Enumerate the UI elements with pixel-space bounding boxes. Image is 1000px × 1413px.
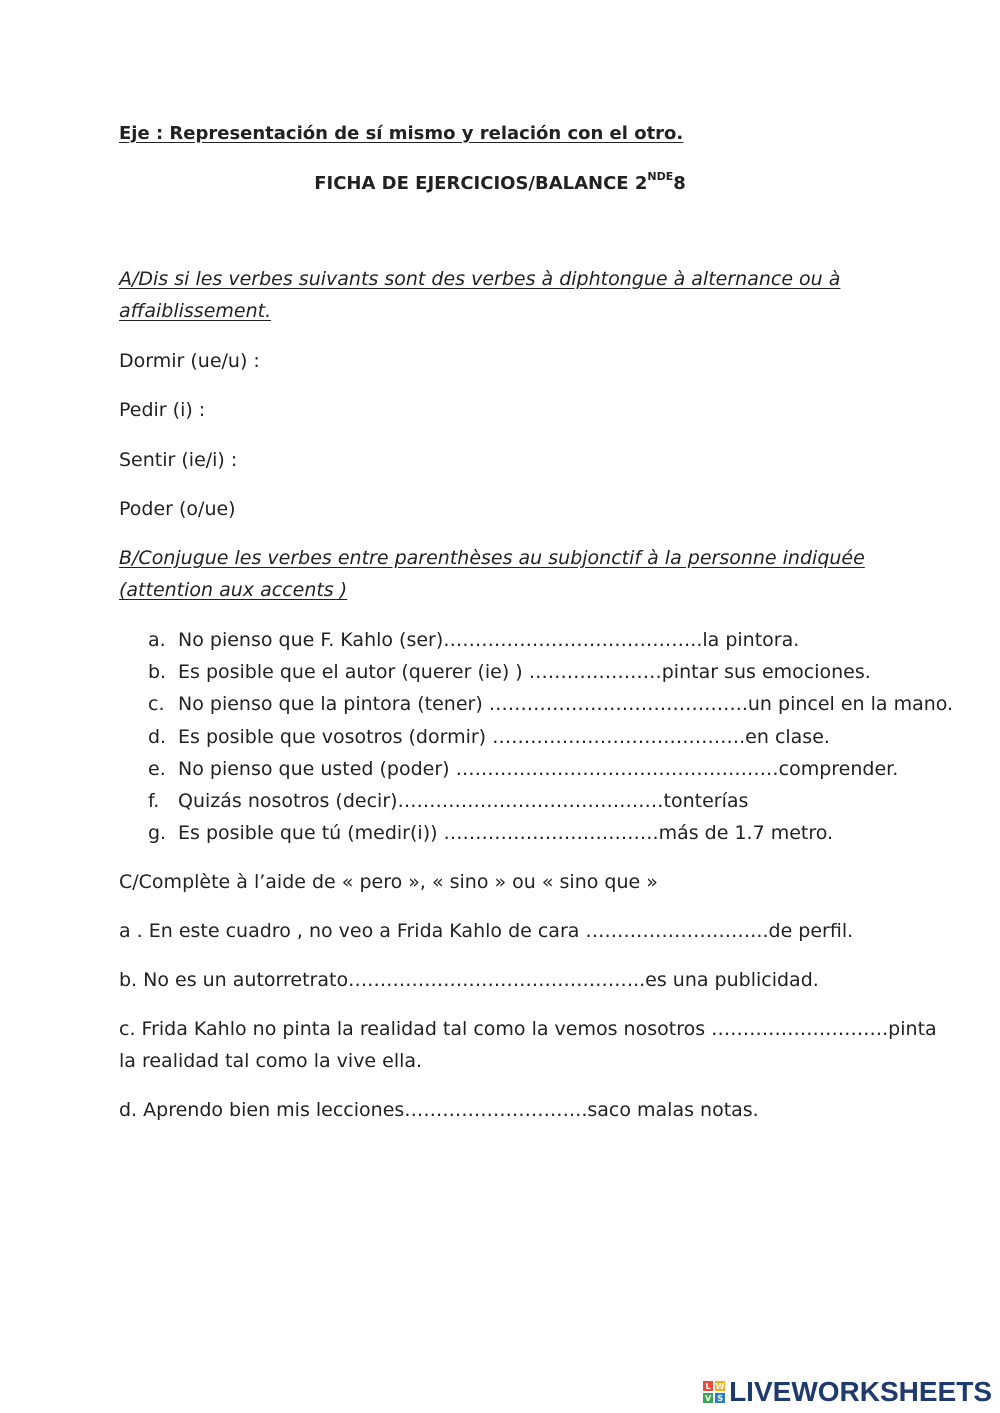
list-marker: g. — [148, 822, 167, 845]
section-c-instruction: C/Complète à l’aide de « pero », « sino » ou « sino que » — [119, 871, 658, 893]
list-item-text: No pienso que la pintora (tener) …………………………………..un pincel en la mano. — [178, 693, 954, 716]
logo-square: W — [715, 1381, 725, 1391]
logo-square: S — [715, 1393, 725, 1403]
title-superscript: NDE — [647, 170, 674, 183]
title-main: FICHA DE EJERCICIOS/BALANCE 2 — [314, 173, 648, 194]
list-marker: a. — [148, 629, 166, 651]
list-item — [120, 819, 953, 851]
section-c-item-d: d. Aprendo bien mis lecciones………………………..saco malas notas. — [119, 1099, 759, 1121]
list-marker: d. — [148, 725, 167, 748]
section-b-instruction-line1: B/Conjugue les verbes entre parenthèses au subjonctif à la personne indiquée — [119, 547, 865, 569]
worksheet-title — [0, 172, 1000, 194]
list-item — [120, 658, 953, 690]
section-c-item-a: a . En este cuadro , no veo a Frida Kahlo de cara ………………………..de perfil. — [119, 920, 854, 942]
conjugation-exercise-list — [120, 626, 953, 851]
section-c-item-b: b. No es un autorretrato………………………………………..es una publicidad. — [119, 969, 819, 991]
section-b-instruction-line2: (attention aux accents ) — [119, 579, 348, 601]
verb-item-poder: Poder (o/ue) — [119, 498, 236, 520]
logo-square: V — [704, 1393, 712, 1403]
list-item-text: Es posible que vosotros (dormir) ………………………………….en clase. — [178, 725, 830, 748]
list-marker: c. — [148, 693, 165, 716]
verb-item-dormir: Dormir (ue/u) : — [119, 350, 260, 372]
list-item-text: Es posible que el autor (querer (ie) ) …………………pintar sus emociones. — [178, 661, 871, 684]
list-item — [120, 755, 953, 787]
list-item — [120, 626, 953, 658]
list-marker: e. — [148, 757, 166, 780]
brand-name: LIVEWORKSHEETS — [729, 1376, 992, 1407]
list-item-text: Es posible que tú (medir(i)) …………………………….más de 1.7 metro. — [178, 822, 834, 845]
eje-heading: Eje : Representación de sí mismo y relación con el otro. — [119, 123, 684, 144]
list-item-text: No pienso que usted (poder) ……………………………………………comprender. — [178, 757, 899, 780]
logo-square: L — [703, 1381, 713, 1391]
section-a-instruction-line2: affaiblissement. — [119, 300, 272, 322]
list-item-text: Quizás nosotros (decir)……………………………………tonterías — [178, 789, 749, 812]
list-marker: b. — [148, 661, 167, 684]
title-end: 8 — [673, 173, 686, 194]
liveworksheets-logo — [703, 1376, 992, 1408]
list-item — [120, 690, 953, 722]
section-c-item-c-line2: la realidad tal como la vive ella. — [119, 1050, 423, 1072]
list-item-text: No pienso que F. Kahlo (ser)…………………………………..la pintora. — [178, 629, 800, 651]
section-c-item-c-line1: c. Frida Kahlo no pinta la realidad tal como la vemos nosotros ……………………….pinta — [119, 1018, 937, 1040]
list-item — [120, 787, 953, 819]
list-marker: f. — [148, 789, 160, 812]
verb-item-sentir: Sentir (ie/i) : — [119, 449, 238, 471]
logo-squares-icon — [703, 1381, 725, 1403]
list-item — [120, 723, 953, 755]
section-a-instruction-line1: A/Dis si les verbes suivants sont des verbes à diphtongue à alternance ou à — [119, 268, 841, 290]
verb-item-pedir: Pedir (i) : — [119, 399, 206, 421]
